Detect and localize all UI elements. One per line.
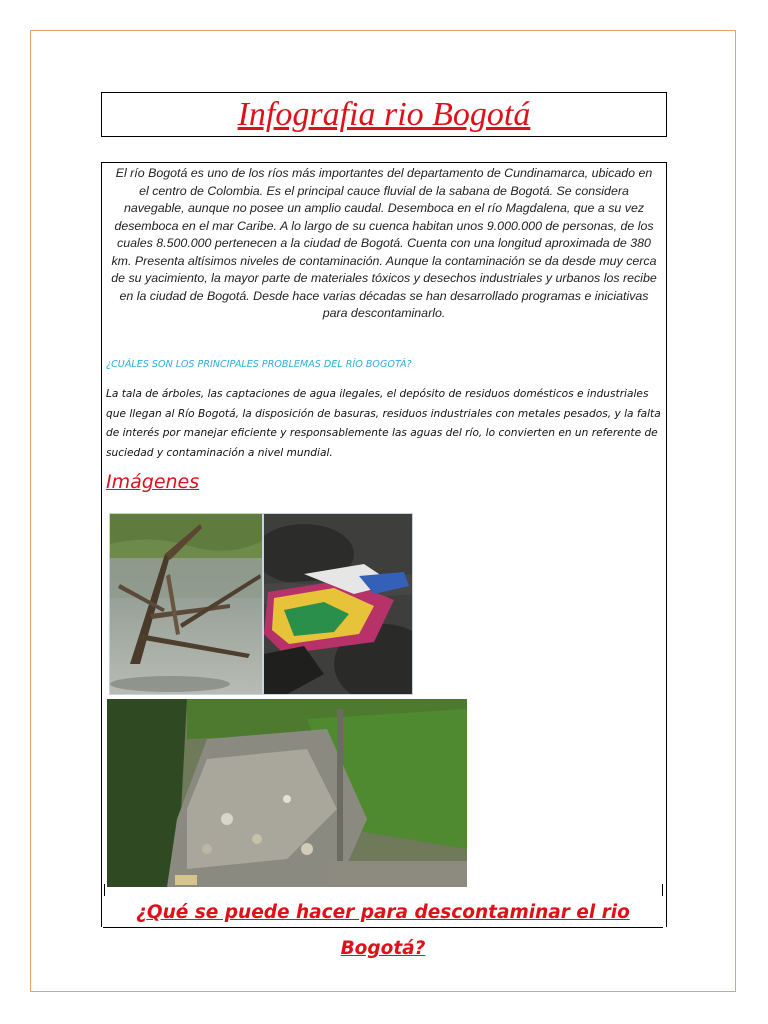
polluted-stream-photo [107,699,467,887]
river-branches-photo [109,513,263,695]
closing-question: ¿Qué se puede hacer para descontaminar el rio Bogotá? [136,902,630,959]
content-box [101,162,667,927]
closing-question-box [103,895,663,959]
problems-heading: ¿CUÁLES SON LOS PRINCIPALES PROBLEMAS DEL RÍO BOGOTÁ? [106,359,412,370]
page-title: Infografia rio Bogotá [237,96,531,133]
title-box [101,92,667,137]
intro-paragraph: El río Bogotá es uno de los ríos más importantes del departamento de Cundinamarca, ubicado en el centro de Colombia. Es el principal cauce fluvial de la sabana de Bogotá. Se considera navegable, aunque no posee un amplio caudal. Desemboca en el río Magdalena, que a su vez desemboca en el mar Caribe. A lo largo de su cuenca habitan unos 9.000.000 de personas, de los cuales 8.500.000 pertenecen a la ciudad de Bogotá. Cuenta con una longitud aproximada de 380 km. Presenta altísimos niveles de contaminación. Aunque la contaminación se da desde muy cerca de su yacimiento, la mayor parte de materiales tóxicos y desechos industriales y urbanos los recibe en la ciudad de Bogotá. Desde hace varias décadas se han desarrollado programas e iniciativas para descontaminarlo. [111,166,657,320]
images-heading: Imágenes [106,471,200,493]
problems-paragraph: La tala de árboles, las captaciones de agua ilegales, el depósito de residuos domésticos e industriales que llegan al Río Bogotá, la disposición de basuras, residuos industriales con metales pesados, y la falta de interés por manejar eficiente y responsablemente las aguas del río, lo convierten en un referente de suciedad y contaminación a nivel mundial. [106,388,661,459]
river-trash-photo [263,513,413,695]
